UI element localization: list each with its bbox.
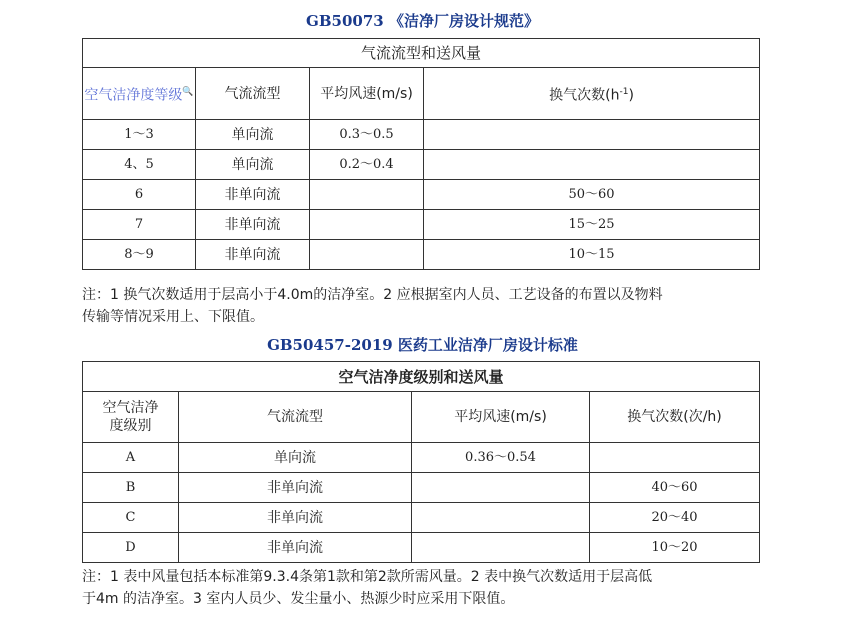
doc2-cell-class: C (83, 503, 179, 533)
doc2-cell-speed (412, 533, 590, 563)
doc1-note-line2: 传输等情况采用上、下限值。 (82, 309, 264, 325)
table-row (83, 210, 760, 240)
doc2-note (82, 566, 762, 610)
doc1-cell-class: 8～9 (83, 240, 196, 270)
doc2-header-speed: 平均风速(m/s) (412, 392, 590, 443)
table-row (83, 150, 760, 180)
doc2-cell-speed (412, 473, 590, 503)
doc1-table (82, 38, 760, 270)
doc2-cell-flow: 非单向流 (179, 503, 412, 533)
doc1-cell-flow: 非单向流 (196, 210, 310, 240)
doc2-header-class-line2: 度级别 (109, 418, 152, 434)
table-row (83, 240, 760, 270)
doc1-cell-speed: 0.2～0.4 (310, 150, 424, 180)
doc2-cell-speed (412, 503, 590, 533)
doc2-table (82, 361, 760, 563)
doc2-cell-ach: 10～20 (590, 533, 760, 563)
doc2-cell-flow: 非单向流 (179, 533, 412, 563)
search-icon: 🔍 (182, 86, 194, 97)
table-row (83, 533, 760, 563)
table-row (83, 120, 760, 150)
doc1-cell-class: 1～3 (83, 120, 196, 150)
doc1-cell-class: 4、5 (83, 150, 196, 180)
table-row (83, 180, 760, 210)
doc2-header-ach: 换气次数(次/h) (590, 392, 760, 443)
doc1-header-class[interactable] (83, 68, 196, 120)
doc1-cell-speed (310, 240, 424, 270)
doc1-header-speed: 平均风速(m/s) (310, 68, 424, 120)
doc2-header-flow: 气流流型 (179, 392, 412, 443)
doc1-note (82, 284, 762, 328)
doc2-cell-ach: 40～60 (590, 473, 760, 503)
doc2-note-line2: 于4m 的洁净室。3 室内人员少、发尘量小、热源少时应采用下限值。 (82, 591, 515, 607)
doc1-header-class-link[interactable]: 空气洁净度等级 (84, 87, 183, 104)
doc1-cell-ach (424, 150, 760, 180)
doc1-cell-ach: 50～60 (424, 180, 760, 210)
doc2-cell-class: A (83, 443, 179, 473)
doc1-cell-flow: 单向流 (196, 120, 310, 150)
table-row (83, 473, 760, 503)
doc1-cell-class: 7 (83, 210, 196, 240)
doc2-cell-flow: 单向流 (179, 443, 412, 473)
table-row (83, 443, 760, 473)
doc2-title: GB50457-2019 医药工业洁净厂房设计标准 (267, 336, 578, 354)
doc2-cell-speed: 0.36～0.54 (412, 443, 590, 473)
doc2-cell-flow: 非单向流 (179, 473, 412, 503)
doc1-cell-ach (424, 120, 760, 150)
doc1-cell-flow: 单向流 (196, 150, 310, 180)
doc1-cell-speed (310, 210, 424, 240)
doc1-cell-speed: 0.3～0.5 (310, 120, 424, 150)
doc1-title: GB50073 《洁净厂房设计规范》 (306, 12, 539, 30)
doc1-note-line1: 注：1 换气次数适用于层高小于4.0m的洁净室。2 应根据室内人员、工艺设备的布置以及物料 (82, 287, 663, 303)
doc1-header-ach-close: ) (628, 87, 634, 104)
doc1-cell-ach: 10～15 (424, 240, 760, 270)
doc2-cell-class: D (83, 533, 179, 563)
doc1-cell-class: 6 (83, 180, 196, 210)
doc1-header-flow: 气流流型 (196, 68, 310, 120)
doc1-header-ach-label: 换气次数(h (549, 87, 620, 104)
doc1-header-ach (424, 68, 760, 120)
doc2-header-class (83, 392, 179, 443)
doc1-header-ach-sup: -1 (619, 86, 629, 97)
doc2-cell-ach: 20～40 (590, 503, 760, 533)
doc1-cell-speed (310, 180, 424, 210)
doc1-cell-flow: 非单向流 (196, 180, 310, 210)
doc1-cell-flow: 非单向流 (196, 240, 310, 270)
doc2-header-class-line1: 空气洁净 (102, 400, 159, 416)
doc2-note-line1: 注：1 表中风量包括本标准第9.3.4条第1款和第2款所需风量。2 表中换气次数适用于层高低 (82, 569, 653, 585)
doc1-cell-ach: 15～25 (424, 210, 760, 240)
doc1-table-title: 气流流型和送风量 (83, 39, 760, 68)
doc2-cell-class: B (83, 473, 179, 503)
table-row (83, 503, 760, 533)
doc2-cell-ach (590, 443, 760, 473)
doc2-table-title: 空气洁净度级别和送风量 (83, 362, 760, 392)
